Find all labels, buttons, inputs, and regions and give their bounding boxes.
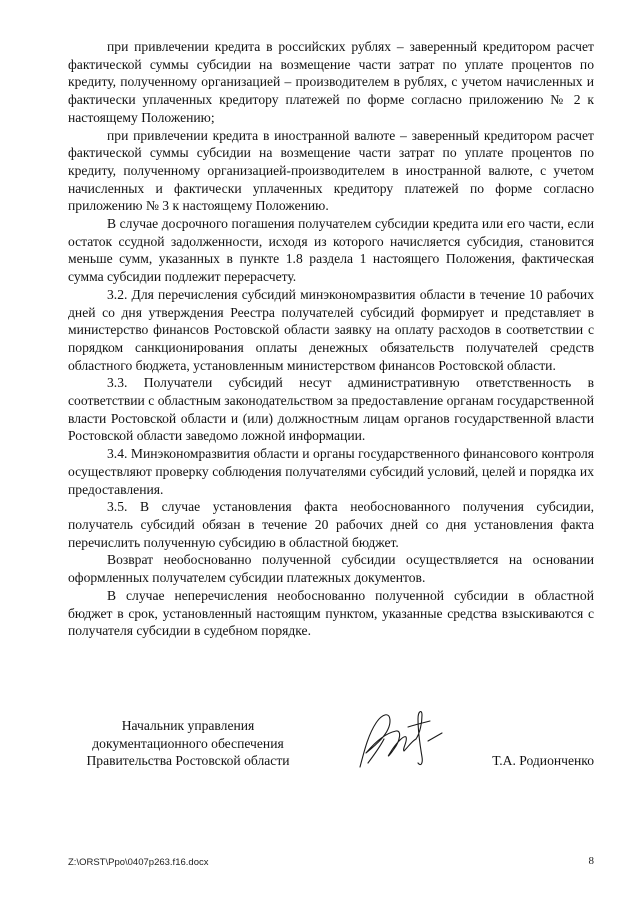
paragraph-3-5: 3.5. В случае установления факта необоснованного получения субсидии, получатель субсидий обязан в течение 20 рабочих дней со дня установления факта перечислить полученную субсидию в областной бюджет. (68, 499, 594, 550)
paragraph-3-4: 3.4. Минэкономразвития области и органы государственного финансового контроля осуществляют проверку соблюдения получателями субсидий условий, целей и порядка их предоставления. (68, 446, 594, 497)
paragraph-3-3: 3.3. Получатели субсидий несут административную ответственность в соответствии с областным законодательством за предоставление органам государственной власти Ростовской области и (или) должностным лицам органов государственной власти Ростовской области заведомо ложной информации. (68, 375, 594, 444)
signatory-title-line: документационного обеспечения (92, 735, 284, 751)
signatory-name: Т.А. Родионченко (492, 753, 594, 768)
paragraph-court-recovery: В случае неперечисления необоснованно полученной субсидии в областной бюджет в срок, установленный настоящим пунктом, указанные средства взыскиваются с получателя субсидии в судебном порядке. (68, 587, 594, 639)
page-number: 8 (588, 855, 594, 867)
paragraph-early-repayment: В случае досрочного погашения получателем субсидии кредита или его части, если остаток ссудной задолженности, исходя из которого начисляется субсидия, становится меньше сумм, указанных в пункте 1.8 раздела 1 настоящего Положения, фактическая сумма субсидии подлежит перерасчету. (68, 216, 594, 285)
signatory-title-line: Начальник управления (121, 718, 255, 733)
paragraph-refund: Возврат необоснованно полученной субсидии осуществляется на основании оформленных получателем субсидии платежных документов. (68, 552, 594, 586)
paragraph-3-2: 3.2. Для перечисления субсидий минэкономразвития области в течение 10 рабочих дней со дня утверждения Реестра получателей субсидий формирует и представляет в министерство финансов Ростовской области заявку на оплату расходов в соответствии с порядком санкционирования оплаты денежных обязательств получателей средств областного бюджета, установленным министерством финансов Ростовской области. (68, 286, 594, 373)
signatory-title-line: Правительства Ростовской области (86, 753, 290, 769)
paragraph-foreign-credit: при привлечении кредита в иностранной валюте – заверенный кредитором расчет фактической суммы субсидии на возмещение части затрат по уплате процентов по кредиту, полученному организацией-производителем в иностранной валюте, с учетом начисленных и фактически уплаченных кредитору платежей по форме согласно приложению № 3 к настоящему Положению. (68, 127, 594, 214)
paragraph-rub-credit: при привлечении кредита в российских рублях – заверенный кредитором расчет фактической суммы субсидии на возмещение части затрат по уплате процентов по кредиту, полученному организацией – производителем в рублях, с учетом начисленных и фактически уплаченных кредитору платежей по форме согласно приложению № 2 к настоящему Положению; (68, 39, 594, 125)
signatory-title (68, 717, 308, 770)
file-path: Z:\ORST\Ppo\0407p263.f16.docx (68, 857, 209, 868)
handwritten-signature (346, 697, 456, 779)
document-body (68, 38, 594, 640)
